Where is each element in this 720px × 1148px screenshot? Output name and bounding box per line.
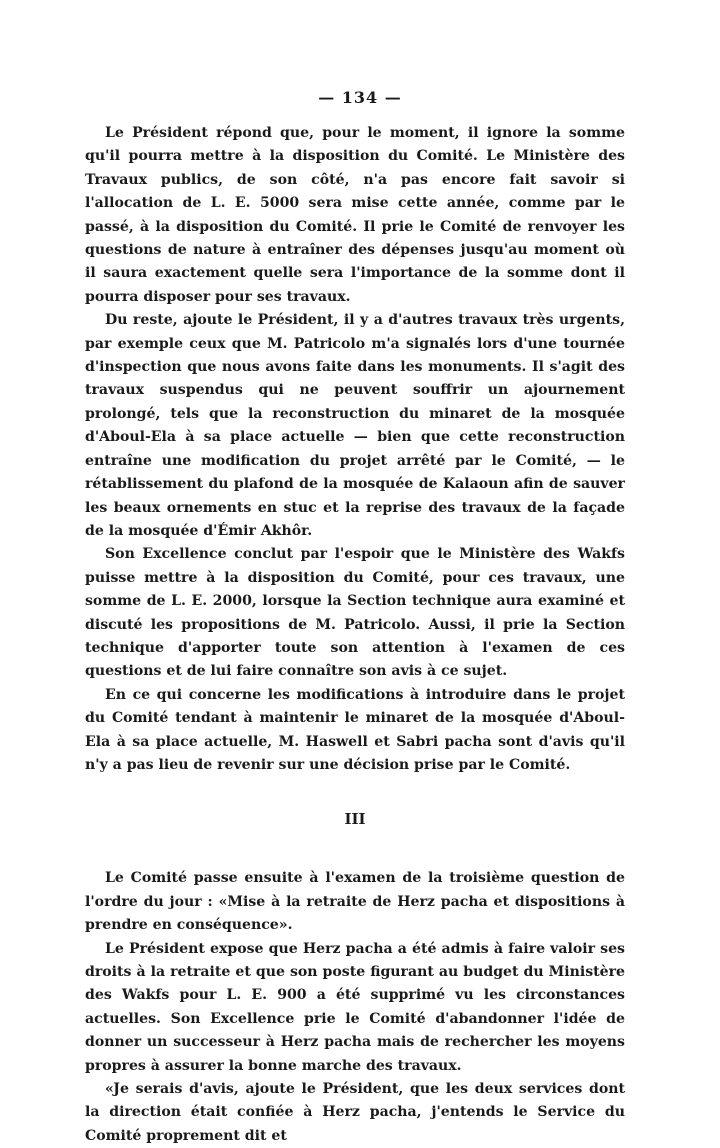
paragraph: «Je serais d'avis, ajoute le Président, que les deux services dont la direction était confiée à Herz pacha, j'entends le Service du Comité proprement dit et — [85, 1081, 625, 1144]
section-heading: III — [344, 810, 366, 829]
paragraph: En ce qui concerne les modifications à introduire dans le projet du Comité tendant à maintenir le minaret de la mosquée d'Aboul-Ela à sa place actuelle, M. Haswell et Sabri pacha sont d'avis qu'il n'y a pas lieu de revenir sur une décision prise par le Comité. — [85, 686, 625, 773]
paragraph: Du reste, ajoute le Président, il y a d'autres travaux très urgents, par exemple ceux que M. Patricolo m'a signalés lors d'une tournée d'inspection que nous avons faite dans les monuments. Il s'agit des travaux suspendus qui ne peuvent souffrir un ajournement prolongé, tels que la reconstruction du minaret de la mosquée d'Aboul-Ela à sa place actuelle — bien que cette reconstruction entraîne une modification du projet arrêté par le Comité, — le rétablissement du plafond de la mosquée de Kalaoun afin de sauver les beaux ornements en stuc et la reprise des travaux de la façade de la mosquée d'Émir Akhôr. — [85, 312, 625, 539]
paragraph: Le Président expose que Herz pacha a été admis à faire valoir ses droits à la retraite et que son poste figurant au budget du Ministère des Wakfs pour L. E. 900 a été supprimé vu les circonstances actuelles. Son Excellence prie le Comité d'abandonner l'idée de donner un successeur à Herz pacha mais de rechercher les moyens propres à assurer la bonne marche des travaux. — [85, 940, 625, 1074]
page-number: — 134 — — [318, 88, 402, 107]
body-text — [85, 122, 625, 1148]
paragraph: Son Excellence conclut par l'espoir que le Ministère des Wakfs puisse mettre à la disposition du Comité, pour ces travaux, une somme de L. E. 2000, lorsque la Section technique aura examiné et discuté les propositions de M. Patricolo. Aussi, il prie la Section technique d'apporter toute son attention à l'examen de ces questions et de lui faire connaître son avis à ce sujet. — [85, 546, 625, 680]
paragraph: Le Comité passe ensuite à l'examen de la troisième question de l'ordre du jour : «Mise à la retraite de Herz pacha et dispositions à prendre en conséquence». — [85, 870, 625, 934]
paragraph: Le Président répond que, pour le moment, il ignore la somme qu'il pourra mettre à la disposition du Comité. Le Ministère des Travaux publics, de son côté, n'a pas encore fait savoir si l'allocation de L. E. 5000 sera mise cette année, comme par le passé, à la disposition du Comité. Il prie le Comité de renvoyer les questions de nature à entraîner des dépenses jusqu'au moment où il saura exactement quelle sera l'importance de la somme dont il pourra disposer pour ses travaux. — [85, 125, 625, 305]
